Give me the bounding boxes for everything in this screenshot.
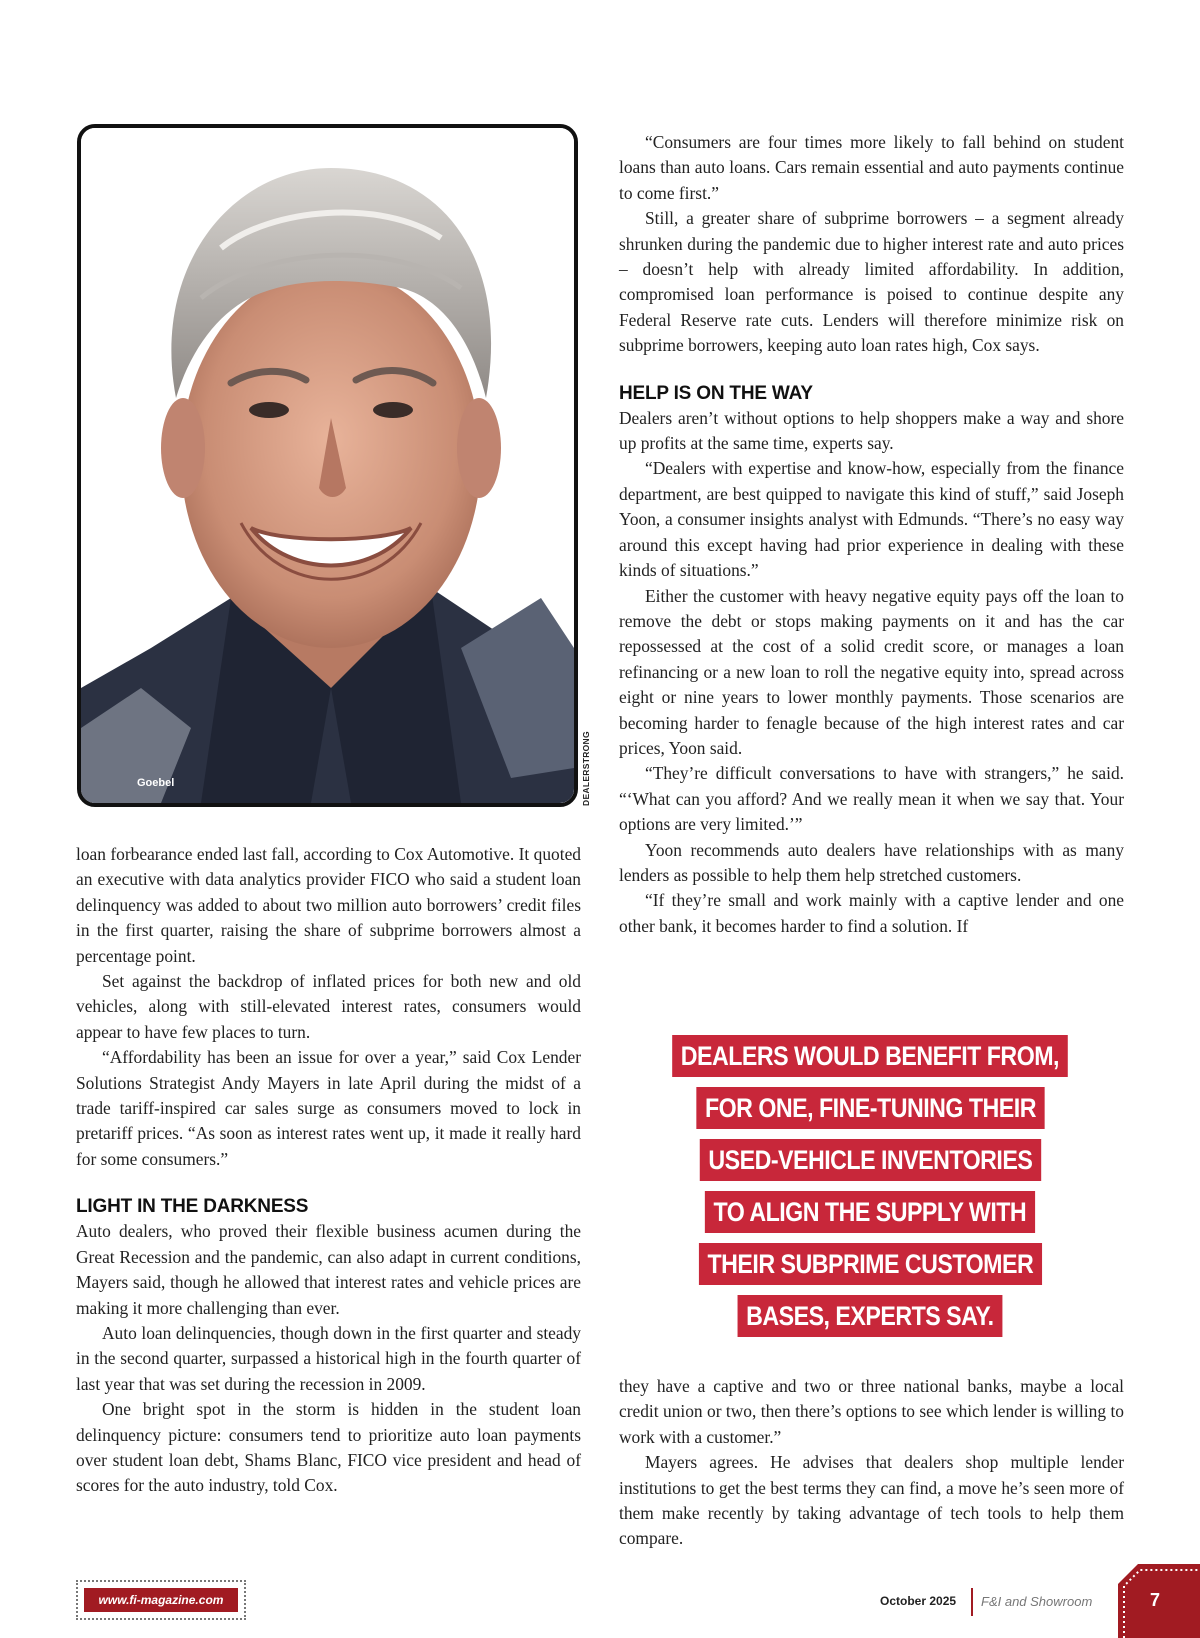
section-heading: LIGHT IN THE DARKNESS (76, 1196, 309, 1218)
photo-caption: Goebel (137, 777, 175, 789)
footer-date: October 2025 (880, 1594, 957, 1608)
paragraph: “They’re difficult conversations to have with strangers,” he said. “‘What can you afford? And we really mean it when we say that. Your options are very limited.’” (619, 763, 1124, 835)
paragraph: “Dealers with expertise and know-how, especially from the finance department, are best quipped to navigate this kind of stuff,” said Joseph Yoon, a consumer insights analyst with Edmunds. “There’s no easy way around this except having had prior experience in dealing with these kinds of situations.” (619, 458, 1124, 581)
pull-quote-line: DEALERS WOULD BENEFIT FROM, (672, 1035, 1067, 1077)
pull-quote-line: BASES, EXPERTS SAY. (738, 1295, 1003, 1337)
pull-quote-line: THEIR SUBPRIME CUSTOMER (699, 1243, 1042, 1285)
paragraph: Yoon recommends auto dealers have relationships with as many lenders as possible to help them help stretched customers. (619, 839, 1124, 885)
footer-magazine-name: F&I and Showroom (981, 1594, 1093, 1609)
paragraph: they have a captive and two or three national banks, maybe a local credit union or two, then there’s options to see which lender is willing to work with a customer.” (619, 1376, 1124, 1447)
paragraph: Set against the backdrop of inflated prices for both new and old vehicles, along with still-elevated interest rates, consumers would appear to have few places to turn. (76, 971, 581, 1042)
portrait-photo (77, 124, 578, 807)
paragraph: Still, a greater share of subprime borrowers – a segment already shrunken during the pandemic due to higher interest rate and auto prices – doesn’t help with already limited affordability. In addition, compromised loan performance is poised to continue despite any Federal Reserve rate cuts. Lenders will therefore minimize risk on subprime borrowers, keeping auto loan rates high, Cox says. (619, 208, 1124, 356)
paragraph: “If they’re small and work mainly with a captive lender and one other bank, it becomes harder to find a solution. If (619, 890, 1124, 936)
paragraph: Either the customer with heavy negative equity pays off the loan to remove the debt or stops making payments on it and has the car repossessed at the cost of a solid credit score, or manages a loan refinancing or a new loan to roll the negative equity into, spread across eight or nine years to lower monthly payments. Those scenarios are becoming harder to fenagle because of the high interest rates and car prices, Yoon said. (619, 585, 1124, 758)
portrait-illustration (81, 128, 574, 803)
section-heading: HELP IS ON THE WAY (619, 382, 813, 404)
left-column (76, 842, 581, 1499)
paragraph: Auto loan delinquencies, though down in the first quarter and steady in the second quarter, surpassed a historical high in the fourth quarter of last year that was set during the recession in 2009. (76, 1322, 581, 1394)
photo-credit: DEALERSTRONG (581, 731, 591, 806)
paragraph: Mayers agrees. He advises that dealers shop multiple lender institutions to get the best terms they can find, a move he’s seen more of them make recently by taking advantage of tech tools to help them compare. (619, 1452, 1124, 1549)
paragraph: Auto dealers, who proved their flexible business acumen during the Great Recession and the pandemic, can also adapt in current conditions, Mayers said, though he allowed that interest rates and vehicle prices are making it more challenging than ever. (76, 1221, 581, 1318)
footer-divider (971, 1588, 973, 1616)
footer-url-link[interactable]: www.fi-magazine.com (84, 1588, 238, 1612)
page-number: 7 (1150, 1590, 1161, 1610)
paragraph: One bright spot in the storm is hidden in the student loan delinquency picture: consumers tend to prioritize auto loan payments over student loan debt, Shams Blanc, FICO vice president and head of scores for the auto industry, told Cox. (76, 1399, 581, 1496)
pull-quote-line: USED-VEHICLE INVENTORIES (699, 1139, 1040, 1181)
paragraph: loan forbearance ended last fall, according to Cox Automotive. It quoted an executive with data analytics provider FICO who said a student loan delinquency was added to about two million auto borrowers’ credit files in the first quarter, raising the share of subprime borrowers almost a percentage point. (76, 844, 581, 966)
paragraph: Dealers aren’t without options to help shoppers make a way and shore up profits at the same time, experts say. (619, 407, 1124, 454)
pull-quote-line: TO ALIGN THE SUPPLY WITH (705, 1191, 1035, 1233)
footer-url-box[interactable] (76, 1580, 246, 1620)
pull-quote (620, 1035, 1120, 1347)
paragraph: “Affordability has been an issue for over a year,” said Cox Lender Solutions Strategist Andy Mayers in late April during the midst of a trade tariff-inspired car sales surge as consumers moved to lock in pretariff prices. “As soon as interest rates went up, it made it really hard for some consumers.” (76, 1047, 581, 1169)
pull-quote-line: FOR ONE, FINE-TUNING THEIR (696, 1087, 1044, 1129)
right-column-continued (619, 1374, 1124, 1552)
right-column (619, 130, 1124, 939)
paragraph: “Consumers are four times more likely to fall behind on student loans than auto loans. Cars remain essential and auto payments continue to come first.” (619, 132, 1124, 203)
